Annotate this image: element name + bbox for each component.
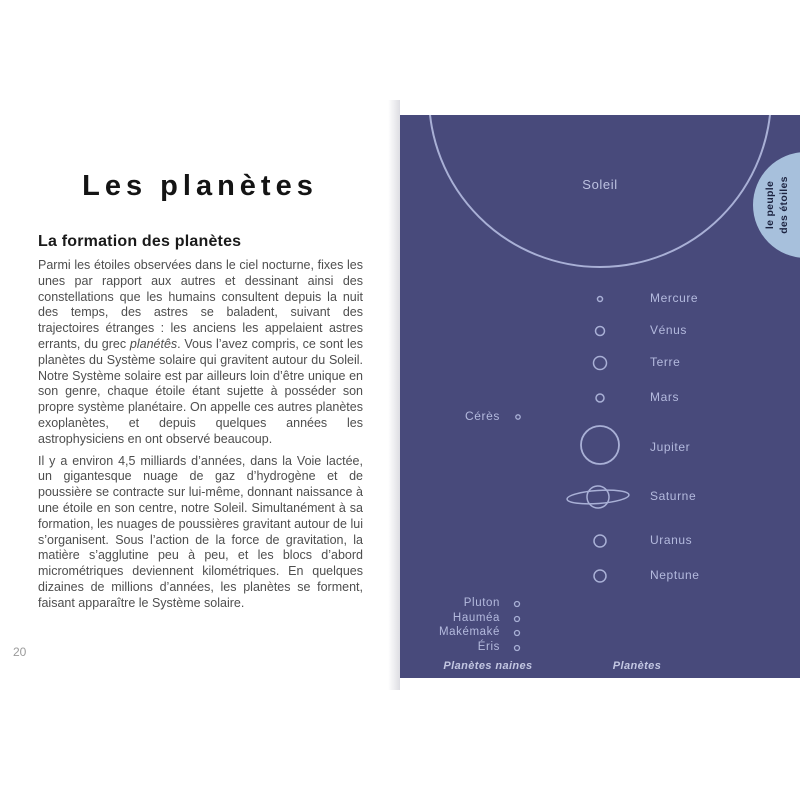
ceres-circle — [516, 415, 520, 419]
haumea-label: Hauméa — [452, 612, 500, 624]
eris-circle — [515, 646, 520, 651]
mars-label: Mars — [650, 390, 680, 404]
haumea-circle — [515, 617, 520, 622]
solar-system-diagram — [400, 115, 800, 678]
sun-label: Soleil — [582, 177, 618, 192]
venus-label: Vénus — [650, 323, 688, 337]
body-text — [38, 258, 363, 618]
bookmark-tab-line2: des étoiles — [778, 176, 790, 234]
makemake-circle — [515, 631, 520, 636]
neptune-label: Neptune — [650, 568, 700, 582]
page-gutter-shadow — [388, 100, 400, 690]
page-title: Les planètes — [82, 170, 318, 202]
paragraph-1-start: Parmi les étoiles observées dans le ciel nocturne, fixes les unes par rapport aux autres et dessinant ainsi des constellations que les humains consultent depuis la nuit des temps, des astres se baladent, suivant des trajectoires étranges : les anciens les appelaient astres errants, du grec — [38, 258, 363, 351]
neptune-circle — [594, 570, 606, 582]
mercury-circle — [598, 297, 603, 302]
uranus-label: Uranus — [650, 533, 693, 547]
dwarf-planets-group-label: Planètes naines — [443, 660, 533, 672]
saturn-label: Saturne — [650, 489, 697, 503]
mars-circle — [596, 394, 604, 402]
pluto-circle — [515, 602, 520, 607]
venus-circle — [596, 327, 605, 336]
earth-circle — [594, 357, 607, 370]
makemake-label: Makémaké — [438, 626, 500, 638]
ceres-label: Cérès — [464, 409, 500, 423]
paragraph-1-end: . Vous l’avez compris, ce sont les planètes du Système solaire qui gravitent autour du Soleil. Notre Système solaire est par ailleurs loin d’être unique en son genre, chaque étoile étant sujette à posséder son propre système planétaire. On appelle ces autres planètes exoplanètes, et depuis quelques années les astrophysiciens en ont observé beaucoup. — [38, 336, 364, 446]
planets-group-label: Planètes — [612, 660, 662, 672]
page-number: 20 — [13, 645, 27, 659]
section-heading: La formation des planètes — [38, 233, 242, 250]
mercury-label: Mercure — [650, 291, 699, 305]
paragraph-2: Il y a environ 4,5 milliards d’années, dans la Voie lactée, un gigantesque nuage de gaz d’hydrogène et de poussière se contracte sur lui-même, donnant naissance à une étoile en son centre, notre Soleil. Simultanément à sa formation, les nuages de poussières gravitant autour de lui s’organisent. Sous l’action de la force de gravitation, la matière s’agglutine peu à peu, et les blocs d’abord micrométriques deviennent kilométriques. En quelques dizaines de millions d’années, les planètes se forment, faisant apparaître le Système solaire. — [38, 453, 363, 610]
jupiter-label: Jupiter — [650, 440, 691, 454]
saturn-circle — [586, 485, 609, 508]
bookmark-tab — [746, 165, 800, 245]
pluto-label: Pluton — [463, 597, 500, 609]
uranus-circle — [594, 535, 606, 547]
eris-label: Éris — [477, 641, 500, 653]
earth-label: Terre — [650, 355, 681, 369]
paragraph-1-italic-term: planétês — [129, 336, 178, 351]
bookmark-tab-line1: le peuple — [764, 180, 777, 230]
saturn-group — [566, 484, 629, 510]
saturn-rings — [567, 488, 630, 505]
solar-system-panel — [400, 115, 800, 678]
jupiter-circle — [581, 426, 619, 464]
paragraph-1 — [38, 258, 363, 448]
